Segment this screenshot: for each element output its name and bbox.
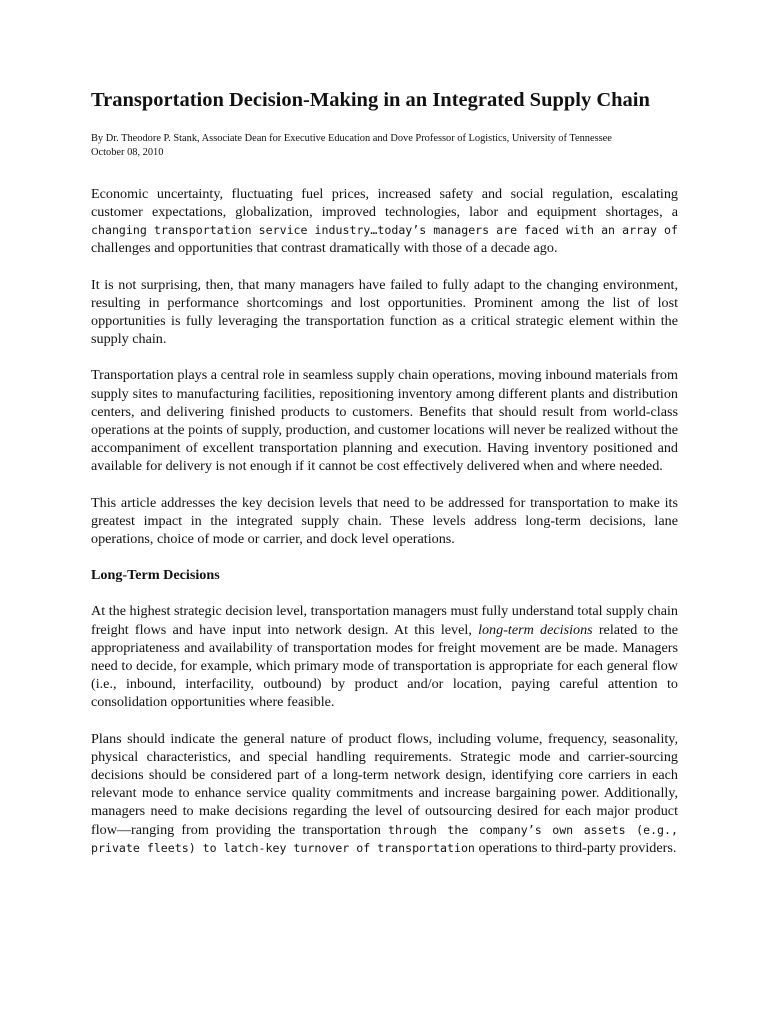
paragraph-6-text-b: operations to third-party providers. bbox=[474, 839, 677, 856]
paragraph-1-text-a: Economic uncertainty, fluctuating fuel prices, increased safety and social regulation, escalating customer expectations, globalization, improved technologies, labor and equipment shortages, a bbox=[91, 185, 678, 220]
paragraph-5-emphasis: long-term decisions bbox=[478, 621, 593, 638]
paragraph-5 bbox=[91, 602, 678, 711]
author-line: By Dr. Theodore P. Stank, Associate Dean for Executive Education and Dove Professor of Logistics, University of Tennessee bbox=[91, 132, 612, 144]
paragraph-5-text-a: At the highest strategic decision level, transportation managers must fully understand total supply chain freight flows and have input into network design. At this level, bbox=[91, 603, 678, 638]
paragraph-3: Transportation plays a central role in seamless supply chain operations, moving inbound materials from supply sites to manufacturing facilities, repositioning inventory among different plants and distribution centers, and delivering finished products to customers. Benefits that should result from world-class operations at the points of supply, production, and customer locations will never be realized without the accompaniment of excellent transportation planning and execution. Having inventory positioned and available for delivery is not enough if it cannot be cost effectively delivered when and where needed. bbox=[91, 367, 678, 475]
article-title: Transportation Decision-Making in an Integrated Supply Chain bbox=[91, 89, 650, 111]
paragraph-1-mono-text: changing transportation service industry…today’s managers are faced with an array of bbox=[91, 223, 678, 238]
section-heading: Long-Term Decisions bbox=[91, 567, 220, 584]
paragraph-6-mono-text: through the company’s own assets (e.g., private fleets) to latch-key turnover of transportation bbox=[91, 822, 678, 855]
paragraph-1-text-b: challenges and opportunities that contrast dramatically with those of a decade ago. bbox=[91, 240, 558, 257]
paragraph-6 bbox=[91, 730, 678, 857]
paragraph-2: It is not surprising, then, that many managers have failed to fully adapt to the changing environment, resulting in performance shortcomings and lost opportunities. Prominent among the list of lost opportunities is fully leveraging the transportation function as a critical strategic element within the supply chain. bbox=[91, 276, 678, 348]
byline-block bbox=[91, 132, 678, 160]
publish-date: October 08, 2010 bbox=[91, 146, 164, 158]
paragraph-5-text-b: related to the appropriateness and availability of transportation modes for freight movement are be made. Managers need to decide, for example, which primary mode of transportation is appropriate for each general flow (i.e., inbound, interfacility, outbound) by product and/or location, paying careful attention to consolidation opportunities where feasible. bbox=[91, 621, 678, 711]
paragraph-6-text-a: Plans should indicate the general nature of product flows, including volume, frequency, seasonality, physical characteristics, and special handling requirements. Strategic mode and carrier-sourcing decisions should be considered part of a long-term network design, identifying core carriers in each relevant mode to enhance service quality commitments and increase bargaining power. Additionally, managers need to make decisions regarding the level of outsourcing desired for each major product flow—ranging from providing the transportation bbox=[91, 730, 678, 838]
document-page bbox=[91, 88, 678, 875]
paragraph-1 bbox=[91, 185, 678, 258]
paragraph-4: This article addresses the key decision levels that need to be addressed for transportation to make its greatest impact in the integrated supply chain. These levels address long-term decisions, lane operations, choice of mode or carrier, and dock level operations. bbox=[91, 494, 678, 547]
